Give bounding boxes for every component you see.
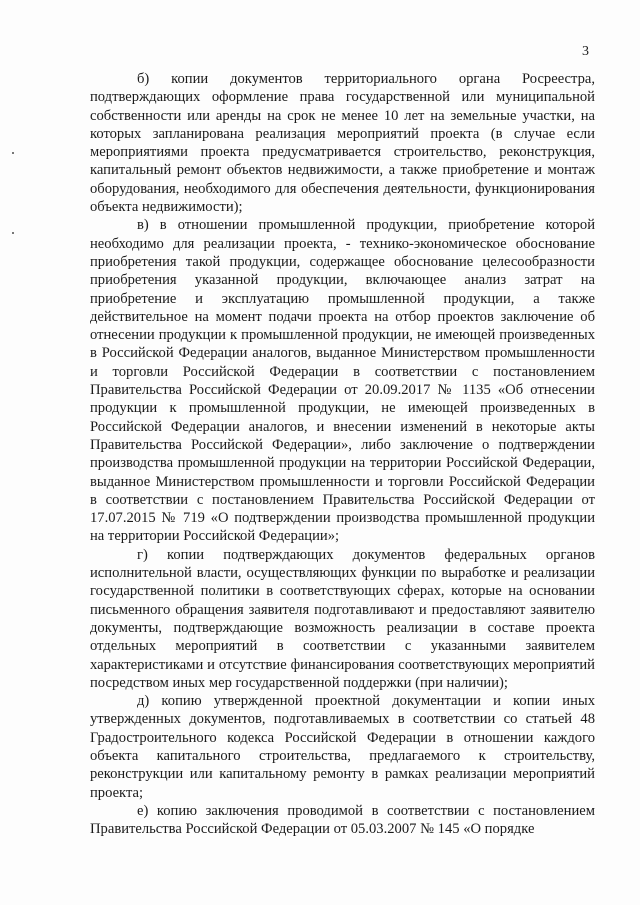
scan-mark xyxy=(12,232,14,234)
paragraph-b: б) копии документов территориального органа Росреестра, подтверждающих оформление права государственной или муниципальной собственности или аренды на срок не менее 10 лет на земельные участки, на которых запланирована реализация мероприятий проекта (в случае если мероприятиями проекта предусматривается строительство, реконструкция, капитальный ремонт объектов недвижимости, а также приобретение и монтаж оборудования, необходимого для обеспечения деятельности, функционирования объекта недвижимости); xyxy=(90,71,595,216)
paragraph-v: в) в отношении промышленной продукции, приобретение которой необходимо для реализации проекта, - технико-экономическое обоснование приобретения такой продукции, содержащее обоснование целесообразности приобретения указанной продукции, включающее анализ затрат на приобретение и эксплуатацию промышленной продукции, а также действительное на момент подачи проекта на отбор проектов заключение об отнесении продукции к промышленной продукции, не имеющей произведенных в Российской Федерации аналогов, выданное Министерством промышленности и торговли Российской Федерации в соответствии с постановлением Правительства Российской Федерации от 20.09.2017 № 1135 «Об отнесении продукции к промышленной продукции, не имеющей произведенных в Российской Федерации аналогов, и внесении изменений в некоторые акты Правительства Российской Федерации», либо заключение о подтверждении производства промышленной продукции на территории Российской Федерации, выданное Министерством промышленности и торговли Российской Федерации в соответствии с постановлением Правительства Российской Федерации от 17.07.2015 № 719 «О подтверждении производства промышленной продукции на территории Российской Федерации»; xyxy=(90,217,595,545)
paragraph-g: г) копии подтверждающих документов федеральных органов исполнительной власти, осуществляющих функции по выработке и реализации государственной политики в соответствующих сферах, которые на основании письменного обращения заявителя подготавливают и предоставляют заявителю документы, подтверждающие возможность реализации в составе проекта отдельных мероприятий в соответствии с указанными заявителем характеристиками и отсутствие финансирования соответствующих мероприятий посредством иных мер государственной поддержки (при наличии); xyxy=(90,546,595,691)
scan-mark xyxy=(12,152,14,154)
paragraph-e: е) копию заключения проводимой в соответствии с постановлением Правительства Российской Федерации от 05.03.2007 № 145 «О порядке xyxy=(90,802,595,838)
document-body xyxy=(90,70,595,838)
page-number: 3 xyxy=(582,44,589,59)
paragraph-d: д) копию утвержденной проектной документации и копии иных утвержденных документов, подготавливаемых в соответствии со статьей 48 Градостроительного кодекса Российской Федерации в отношении каждого объекта капитального строительства, предлагаемого к строительству, реконструкции или капитальному ремонту в рамках реализации мероприятий проекта; xyxy=(90,693,595,801)
